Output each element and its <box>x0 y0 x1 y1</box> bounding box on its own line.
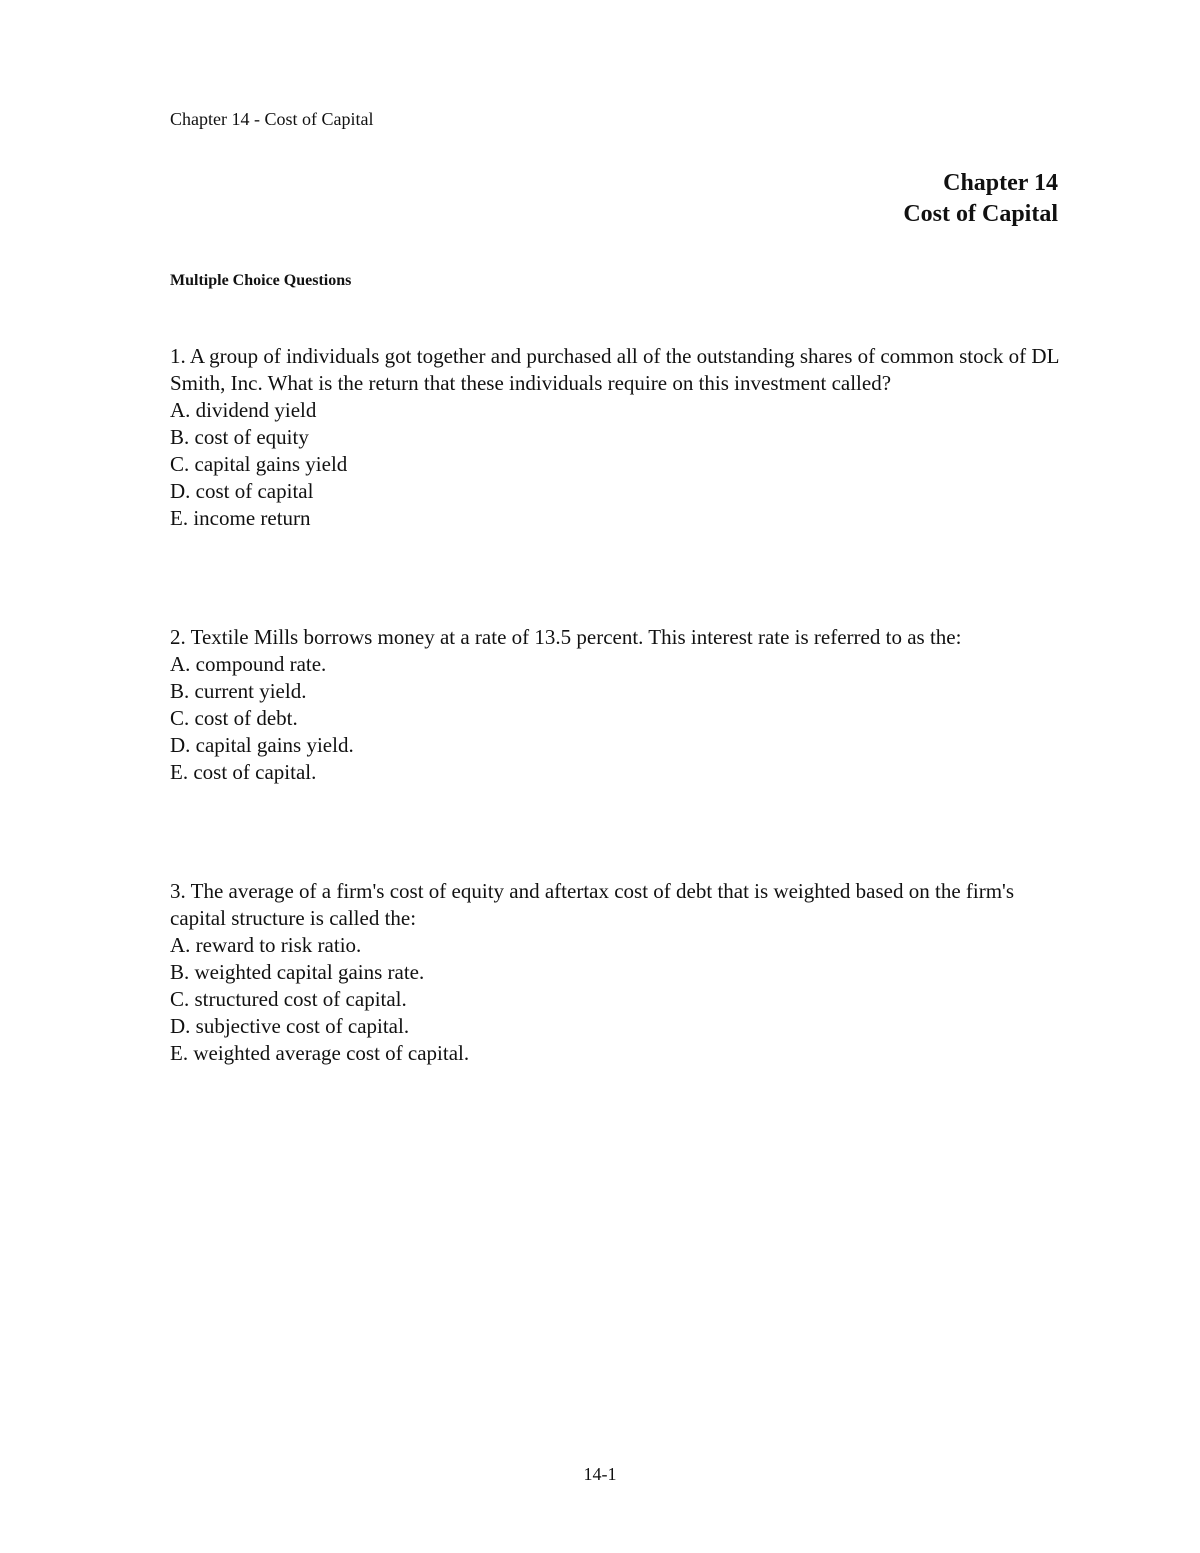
running-header: Chapter 14 - Cost of Capital <box>170 109 374 129</box>
chapter-name: Cost of Capital <box>903 201 1058 227</box>
answer-option-e: E. income return <box>170 506 311 530</box>
answer-option-a: A. compound rate. <box>170 652 327 676</box>
question-stem: 1. A group of individuals got together and purchased all of the outstanding shares of common stock of DL Smith, Inc. What is the return that these individuals require on this investment called? <box>170 344 1059 395</box>
answer-option-c: C. structured cost of capital. <box>170 987 407 1011</box>
page-number: 14-1 <box>583 1464 617 1484</box>
section-heading: Multiple Choice Questions <box>170 272 352 289</box>
answer-option-c: C. cost of debt. <box>170 706 298 730</box>
question-2 <box>170 624 1065 786</box>
answer-option-b: B. cost of equity <box>170 425 309 449</box>
answer-option-a: A. dividend yield <box>170 398 317 422</box>
answer-option-e: E. cost of capital. <box>170 760 317 784</box>
chapter-title <box>903 168 1058 230</box>
answer-option-b: B. weighted capital gains rate. <box>170 960 425 984</box>
question-stem: 2. Textile Mills borrows money at a rate of 13.5 percent. This interest rate is referred to as the: <box>170 625 962 649</box>
answer-option-e: E. weighted average cost of capital. <box>170 1041 470 1065</box>
answer-option-b: B. current yield. <box>170 679 307 703</box>
question-list <box>170 343 1065 1159</box>
answer-option-a: A. reward to risk ratio. <box>170 933 362 957</box>
answer-option-c: C. capital gains yield <box>170 452 348 476</box>
question-1 <box>170 343 1065 532</box>
answer-option-d: D. subjective cost of capital. <box>170 1014 410 1038</box>
answer-option-d: D. cost of capital <box>170 479 314 503</box>
answer-option-d: D. capital gains yield. <box>170 733 354 757</box>
question-3 <box>170 878 1065 1067</box>
question-stem: 3. The average of a firm's cost of equity and aftertax cost of debt that is weighted based on the firm's capital structure is called the: <box>170 879 1014 930</box>
chapter-number: Chapter 14 <box>943 170 1058 196</box>
